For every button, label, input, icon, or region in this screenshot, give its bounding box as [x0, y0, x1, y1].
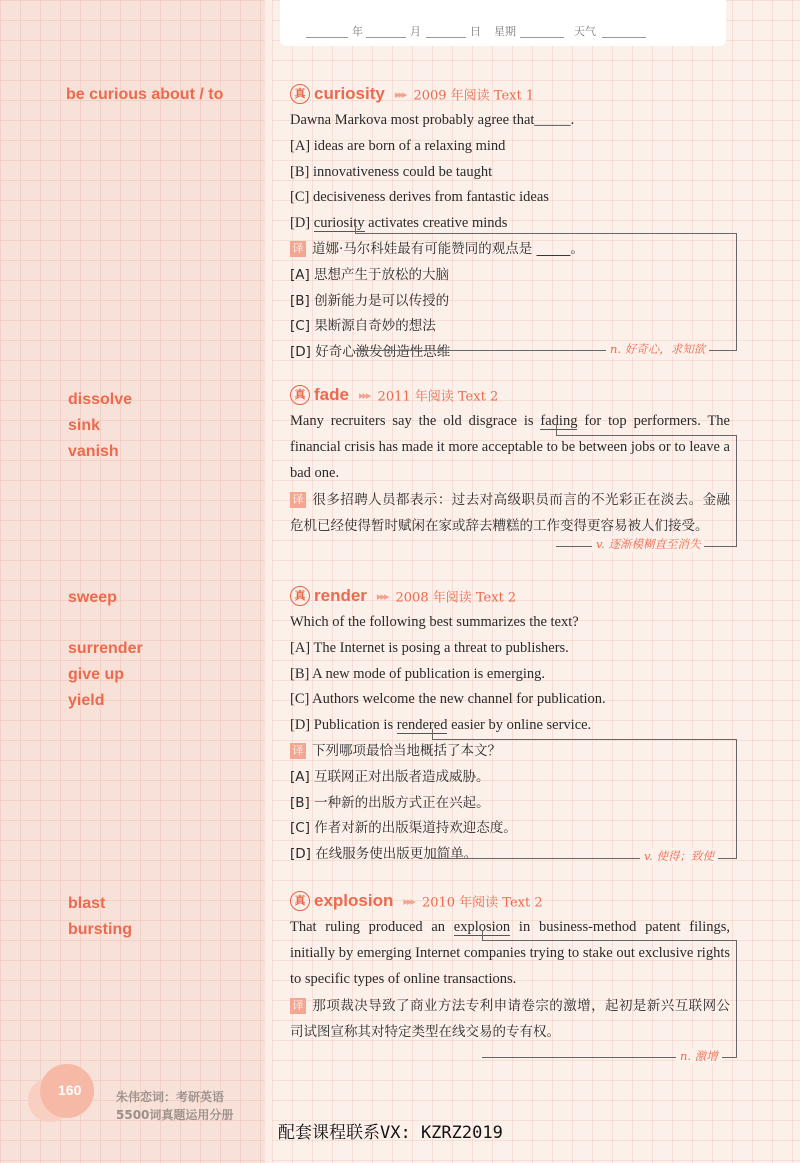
synonym-item: give up: [68, 666, 125, 683]
entry-head: [290, 84, 740, 108]
definition-note: v. 使得；致使: [640, 848, 718, 864]
note-connector: [432, 729, 434, 739]
arrow-icon: ▸▸▸: [358, 388, 370, 402]
synonym-item: surrender: [68, 640, 143, 657]
highlighted-word: rendered: [396, 717, 448, 734]
option-line: [B] innovativeness could be taught: [290, 163, 493, 180]
yi-badge: 译: [290, 998, 306, 1014]
synonym-item: dissolve: [68, 391, 133, 408]
translation-line: [A] 思想产生于放松的大脑: [290, 266, 450, 283]
zhen-badge: 真: [290, 84, 310, 104]
exam-source: 2011 年阅读 Text 2: [377, 389, 499, 405]
synonym-item: blast: [68, 895, 106, 912]
book-title-line1: 朱伟恋词：考研英语: [116, 1090, 225, 1104]
translation-line: [C] 果断源自奇妙的想法: [290, 318, 436, 335]
translation-paragraph: 译 那项裁决导致了商业方法专利申请卷宗的激增，起初是新兴互联网公司试图宣称其对特定类型在线交易的专有权。: [290, 998, 730, 1041]
option-line: [A] ideas are born of a relaxing mind: [290, 137, 506, 154]
day-label: 日: [470, 25, 481, 38]
option-line: [A] The Internet is posing a threat to publishers.: [290, 639, 569, 656]
synonyms-render-b: [68, 636, 143, 714]
definition-note: n. 好奇心，求知欲: [606, 341, 709, 357]
translation-line: [A] 互联网正对出版者造成威胁。: [290, 768, 490, 785]
arrow-icon: ▸▸▸: [403, 894, 414, 908]
synonym-column: [0, 0, 265, 1163]
translation-paragraph: 译 很多招聘人员都表示：过去对高级职员而言的不光彩正在淡去。金融危机已经使得暂时赋闲在家或辞去糟糕的工作变得更容易被人们接受。: [290, 492, 730, 535]
option-line: [B] A new mode of publication is emerging.: [290, 665, 546, 682]
book-title-line2: 5500词真题运用分册: [116, 1108, 234, 1122]
synonyms-curiosity: [68, 82, 223, 108]
zhen-badge: 真: [290, 385, 310, 405]
month-label: 月: [410, 25, 421, 38]
note-connector: [482, 930, 484, 940]
option-line: [D] Publication is rendered easier by online service.: [290, 717, 592, 734]
translation-line: 译 下列哪项最恰当地概括了本文？: [290, 739, 740, 765]
example-paragraph: That ruling produced an explosion in business-method patent filings, initially by emerging Internet companies trying to stake out exclusive rights to specific types of online transactions.: [290, 919, 730, 987]
synonym-item: bursting: [68, 921, 132, 938]
note-connector: [556, 425, 558, 435]
synonym-item: yield: [68, 692, 105, 709]
question-line: Dawna Markova most probably agree that_____.: [290, 112, 575, 128]
option-line: [C] Authors welcome the new channel for publication.: [290, 691, 606, 708]
headword: render: [314, 586, 367, 605]
date-header: [280, 0, 726, 46]
entry-head: [290, 586, 740, 610]
page-number: 160: [58, 1082, 82, 1098]
highlighted-word: explosion: [453, 919, 511, 935]
option-line: [D] curiosity activates creative minds: [290, 215, 508, 232]
translation-line: [C] 作者对新的出版渠道持欢迎态度。: [290, 820, 517, 837]
question-line: Which of the following best summarizes the text?: [290, 614, 579, 630]
year-label: 年: [352, 25, 363, 38]
yi-badge: 译: [290, 743, 306, 759]
note-bracket: [556, 435, 737, 547]
watermark-text: 配套课程联系VX: KZRZ2019: [278, 1123, 503, 1143]
option-line: [C] decisiveness derives from fantastic ideas: [290, 189, 549, 206]
highlighted-word: curiosity: [313, 215, 365, 232]
synonym-item: sink: [68, 417, 101, 434]
entry-head: [290, 891, 740, 915]
translation-line: [B] 创新能力是可以传授的: [290, 292, 450, 309]
definition-note: v. 逐渐模糊直至消失: [592, 536, 704, 552]
arrow-icon: ▸▸▸: [376, 589, 388, 603]
translation-line: 译 道娜·马尔科娃最有可能赞同的观点是 _____。: [290, 237, 740, 263]
book-title: [116, 1088, 233, 1124]
note-bracket: [482, 940, 737, 1058]
note-connector: [355, 233, 736, 235]
translation-line: [D] 在线服务使出版更加简单。: [290, 846, 478, 863]
exam-source: 2008 年阅读 Text 2: [395, 590, 517, 606]
note-bracket: [355, 233, 737, 351]
synonyms-fade: [68, 387, 132, 465]
zhen-badge: 真: [290, 586, 310, 606]
yi-badge: 译: [290, 241, 306, 257]
headword: explosion: [314, 891, 394, 910]
exam-source: 2010 年阅读 Text 2: [421, 895, 543, 911]
translation-line: [D] 好奇心激发创造性思维: [290, 344, 451, 361]
yi-badge: 译: [290, 492, 306, 508]
weekday-label: 星期: [494, 25, 516, 38]
arrow-icon: ▸▸▸: [394, 87, 406, 101]
synonym-item: be curious about / to: [66, 86, 224, 103]
exam-source: 2009 年阅读 Text 1: [413, 88, 535, 104]
translation-line: [B] 一种新的出版方式正在兴起。: [290, 794, 490, 811]
note-bracket: [432, 739, 737, 859]
zhen-badge: 真: [290, 891, 310, 911]
synonyms-explosion: [68, 891, 132, 943]
highlighted-word: fading: [540, 413, 578, 429]
synonym-item: sweep: [68, 589, 117, 606]
example-paragraph: Many recruiters say the old disgrace is fading for top performers. The financial crisis has made it more acceptable to be between jobs or to leave a bad one.: [290, 413, 730, 481]
headword: curiosity: [314, 84, 385, 103]
headword: fade: [314, 385, 349, 404]
definition-note: n. 激增: [676, 1048, 722, 1064]
weather-label: 天气: [574, 25, 596, 38]
synonym-item: vanish: [68, 443, 119, 460]
entry-head: [290, 385, 740, 409]
synonyms-render-a: [68, 585, 117, 611]
note-connector: [355, 222, 357, 233]
